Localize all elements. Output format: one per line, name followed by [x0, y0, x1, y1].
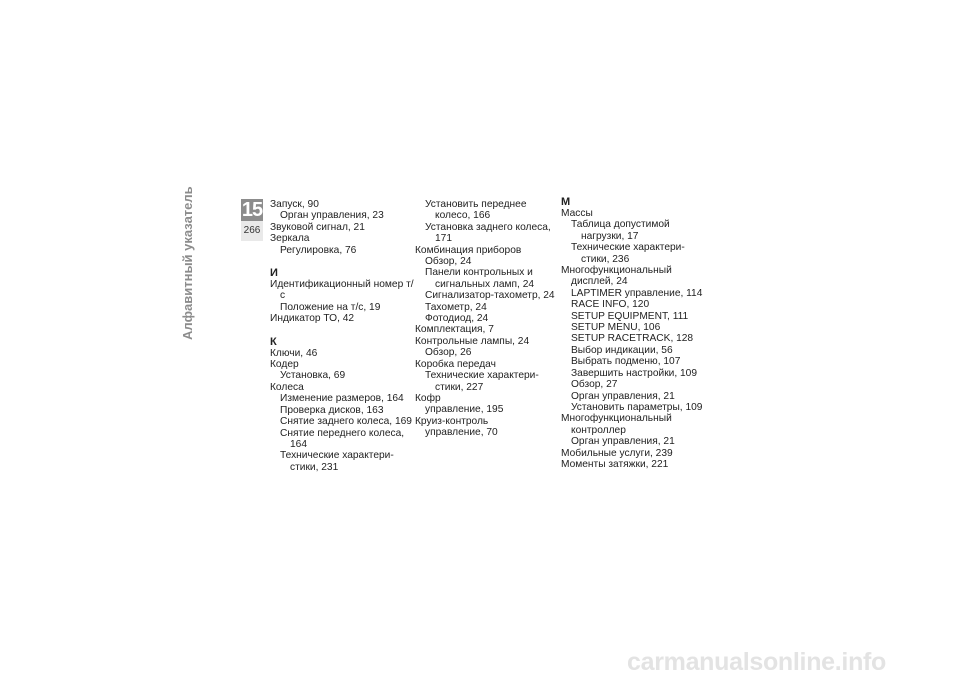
index-subentry: SETUP EQUIPMENT, 111 — [571, 310, 689, 322]
section-title: Алфавитный указатель — [180, 186, 195, 340]
index-entry: Запуск, 90 — [270, 199, 319, 210]
index-subentry: Сигнализатор-тахометр, 24 — [425, 290, 555, 302]
index-subentry: Завершить настройки, 109 — [571, 367, 697, 379]
index-subentry: Технические характеристики, 227 — [425, 370, 539, 393]
index-subentry: Установить параметры, 109 — [571, 401, 703, 413]
index-entry: Круиз-контроль — [415, 415, 489, 427]
index-subentry: Технические характеристики, 231 — [280, 450, 394, 473]
index-letter-heading: К — [270, 335, 277, 348]
index-subentry: Проверка дисков, 163 — [280, 404, 384, 416]
index-entry: Ключи, 46 — [270, 347, 318, 359]
index-entry: Многофункциональный дисплей, 24 — [561, 265, 672, 288]
index-entry: Кофр — [415, 392, 441, 404]
index-subentry: Установка заднего колеса, 171 — [425, 221, 551, 245]
index-subentry: SETUP RACETRACK, 128 — [571, 333, 694, 345]
page-number: 266 — [243, 225, 261, 236]
chapter-tab — [241, 199, 263, 241]
index-entry: Контрольные лампы, 24 — [415, 335, 530, 347]
index-entry: Комбинация приборов — [415, 244, 522, 256]
index-column-3 — [561, 197, 706, 470]
index-subentry: Положение на т/с, 19 — [280, 301, 381, 313]
index-entry: Комплектация, 7 — [415, 324, 494, 336]
index-entry: Идентификационный номер т/с — [270, 279, 414, 302]
index-subentry: Установить переднее колесо, 166 — [425, 199, 527, 222]
index-subentry: Снятие переднего колеса, 164 — [280, 427, 405, 450]
index-entry: Многофункциональный контроллер — [561, 413, 672, 436]
index-entry: Моменты затяжки, 221 — [561, 458, 669, 470]
index-entry: Массы — [561, 208, 593, 219]
index-entry: Индикатор ТО, 42 — [270, 313, 355, 325]
index-subentry: RACE INFO, 120 — [571, 299, 650, 311]
index-letter-heading: И — [270, 267, 278, 280]
index-subentry: Обзор, 27 — [571, 379, 618, 391]
index-entry: Зеркала — [270, 233, 310, 245]
index-subentry: Фотодиод, 24 — [425, 313, 489, 325]
chapter-number: 15 — [241, 199, 263, 221]
index-entry: Мобильные услуги, 239 — [561, 447, 673, 459]
index-subentry: Снятие заднего колеса, 169 — [280, 416, 412, 428]
index-subentry: Орган управления, 21 — [571, 390, 675, 402]
index-subentry: Выбор индикации, 56 — [571, 344, 673, 356]
index-subentry: SETUP MENU, 106 — [571, 322, 661, 334]
index-subentry: Технические характеристики, 236 — [571, 242, 685, 265]
index-column-1 — [270, 199, 415, 473]
index-entry: Коробка передач — [415, 358, 496, 370]
index-entry: Кодер — [270, 359, 299, 371]
index-column-2 — [415, 199, 560, 439]
index-subentry: Установка, 69 — [280, 370, 346, 382]
index-subentry: Регулировка, 76 — [280, 244, 357, 256]
index-subentry: Таблица допустимой нагрузки, 17 — [571, 219, 670, 242]
watermark: carmanualsonline.info — [627, 648, 887, 676]
index-subentry: Изменение размеров, 164 — [280, 393, 404, 405]
index-entry: Звуковой сигнал, 21 — [270, 221, 365, 233]
index-subentry: Панели контрольных и сигнальных ламп, 24 — [425, 267, 535, 290]
index-subentry: LAPTIMER управление, 114 — [571, 287, 703, 299]
index-subentry: управление, 70 — [425, 427, 498, 439]
index-entry: Колеса — [270, 381, 304, 393]
index-subentry: Тахометр, 24 — [425, 301, 487, 313]
index-letter-heading: М — [561, 196, 571, 208]
index-subentry: Орган управления, 23 — [280, 210, 384, 222]
index-subentry: Орган управления, 21 — [571, 436, 675, 448]
index-subentry: Выбрать подменю, 107 — [571, 356, 681, 368]
index-subentry: Обзор, 26 — [425, 347, 472, 359]
index-subentry: управление, 195 — [425, 404, 504, 416]
index-subentry: Обзор, 24 — [425, 256, 472, 268]
